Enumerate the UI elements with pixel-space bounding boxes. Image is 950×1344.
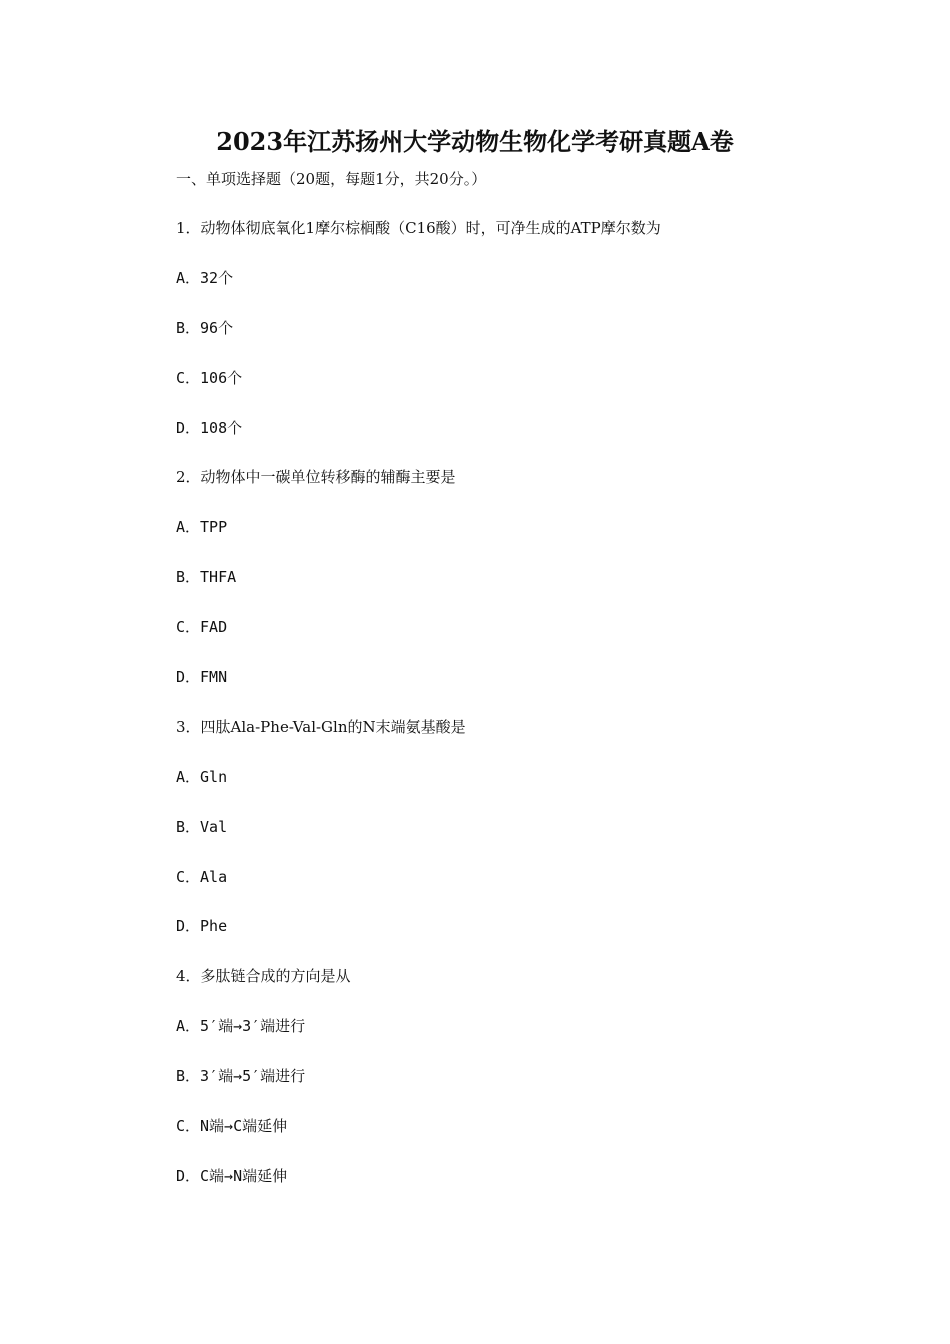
answer-option: A．TPP <box>176 518 228 537</box>
answer-option: C．Ala <box>176 867 228 886</box>
answer-option: B．96个 <box>176 318 234 337</box>
question-stem: 4．多肽链合成的方向是从 <box>176 967 351 986</box>
answer-option: B．Val <box>176 817 228 836</box>
answer-option: C．N端→C端延伸 <box>176 1117 288 1136</box>
answer-option: C．FAD <box>176 618 228 637</box>
answer-option: A．Gln <box>176 767 228 786</box>
answer-option: A．32个 <box>176 268 234 287</box>
document-title: 2023年江苏扬州大学动物生物化学考研真题A卷 <box>216 127 734 156</box>
question-stem: 3．四肽Ala-Phe-Val-Gln的N末端氨基酸是 <box>176 717 466 736</box>
answer-option: B．THFA <box>176 568 237 587</box>
section-heading: 一、单项选择题（20题，每题1分，共20分。） <box>176 170 487 188</box>
answer-option: D．FMN <box>176 668 228 687</box>
answer-option: B．3′端→5′端进行 <box>176 1067 306 1086</box>
question-stem: 1．动物体彻底氧化1摩尔棕榈酸（C16酸）时，可净生成的ATP摩尔数为 <box>176 219 661 237</box>
answer-option: D．Phe <box>176 917 228 936</box>
question-list <box>176 217 661 1215</box>
question-stem: 2．动物体中一碳单位转移酶的辅酶主要是 <box>176 468 456 487</box>
answer-option: D．C端→N端延伸 <box>176 1166 288 1185</box>
answer-option: A．5′端→3′端进行 <box>176 1017 306 1036</box>
answer-option: C．106个 <box>176 368 243 387</box>
answer-option: D．108个 <box>176 418 243 437</box>
